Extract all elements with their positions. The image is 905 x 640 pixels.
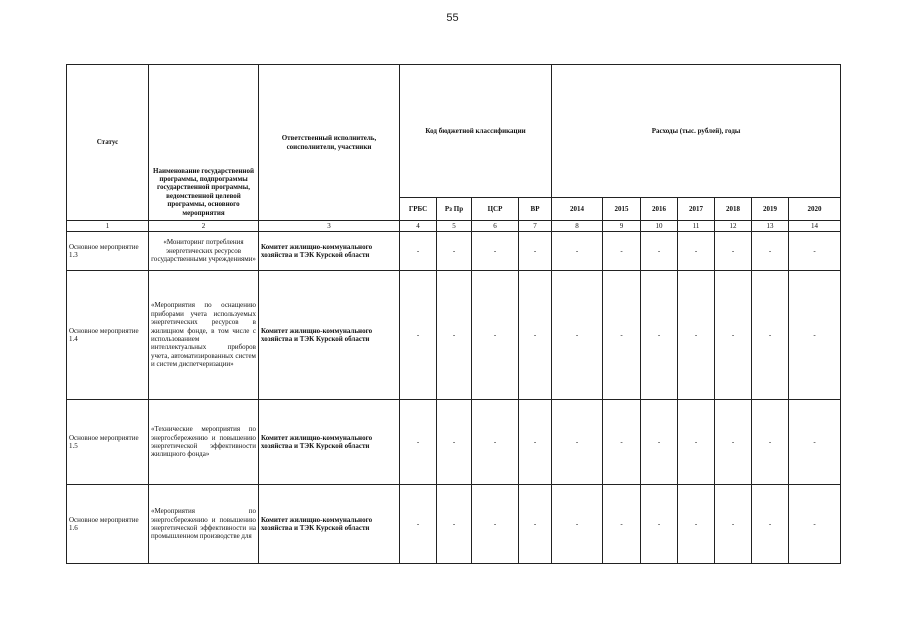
value-cell: - — [400, 271, 437, 400]
value-cell: - — [519, 400, 552, 485]
header-year: 2014 — [552, 198, 603, 221]
value-cell: - — [519, 271, 552, 400]
header-year: 2019 — [752, 198, 789, 221]
header-year: 2017 — [678, 198, 715, 221]
table-row — [67, 271, 841, 400]
value-cell: - — [437, 485, 472, 564]
header-year: 2020 — [789, 198, 841, 221]
value-cell: - — [641, 485, 678, 564]
name-cell: «Мониторинг потребления энергетических ресурсов государственными учреждениями» — [149, 232, 259, 271]
responsible-cell: Комитет жилищно-коммунального хозяйства и ТЭК Курской области — [259, 271, 400, 400]
value-cell: - — [400, 400, 437, 485]
value-cell: - — [603, 485, 641, 564]
header-name: Наименование государственной программы, подпрограммы государственной программы, ведомственной целевой программы, основного мероприятия — [149, 65, 259, 221]
header-budget-code: Код бюджетной классификации — [400, 65, 552, 198]
value-cell: - — [752, 271, 789, 400]
column-number: 11 — [678, 221, 715, 232]
value-cell: - — [789, 400, 841, 485]
value-cell: - — [715, 400, 752, 485]
table-row — [67, 400, 841, 485]
value-cell: - — [437, 271, 472, 400]
table-row — [67, 232, 841, 271]
header-responsible: Ответственный исполнитель, соисполнители, участники — [259, 65, 400, 221]
value-cell: - — [789, 271, 841, 400]
column-number: 6 — [472, 221, 519, 232]
header-rzpr: Рз Пр — [437, 198, 472, 221]
column-number: 10 — [641, 221, 678, 232]
header-vr: ВР — [519, 198, 552, 221]
value-cell: - — [752, 485, 789, 564]
header-csr: ЦСР — [472, 198, 519, 221]
value-cell: - — [678, 271, 715, 400]
column-number: 4 — [400, 221, 437, 232]
column-number: 12 — [715, 221, 752, 232]
responsible-cell: Комитет жилищно-коммунального хозяйства и ТЭК Курской области — [259, 232, 400, 271]
value-cell: - — [752, 232, 789, 271]
value-cell: - — [678, 485, 715, 564]
value-cell: - — [519, 485, 552, 564]
value-cell: - — [603, 232, 641, 271]
header-year: 2015 — [603, 198, 641, 221]
status-cell: Основное мероприятие 1.5 — [67, 400, 149, 485]
responsible-cell: Комитет жилищно-коммунального хозяйства и ТЭК Курской области — [259, 400, 400, 485]
column-number: 2 — [149, 221, 259, 232]
value-cell: - — [552, 485, 603, 564]
header-year: 2018 — [715, 198, 752, 221]
status-cell: Основное мероприятие 1.6 — [67, 485, 149, 564]
name-cell: «Мероприятия по оснащению приборами учета используемых энергетических ресурсов в жилищном фонде, в том числе с использованием интеллектуальных приборов учета, автоматизированных систем и систем диспетчеризации» — [149, 271, 259, 400]
column-number: 1 — [67, 221, 149, 232]
value-cell: - — [400, 232, 437, 271]
column-number: 9 — [603, 221, 641, 232]
column-number: 8 — [552, 221, 603, 232]
value-cell: - — [472, 271, 519, 400]
value-cell: - — [552, 232, 603, 271]
responsible-cell: Комитет жилищно-коммунального хозяйства и ТЭК Курской области — [259, 485, 400, 564]
value-cell: - — [472, 400, 519, 485]
header-grbs: ГРБС — [400, 198, 437, 221]
header-expenses: Расходы (тыс. рублей), годы — [552, 65, 841, 198]
value-cell: - — [519, 232, 552, 271]
value-cell: - — [641, 271, 678, 400]
value-cell: - — [678, 232, 715, 271]
value-cell: - — [437, 400, 472, 485]
value-cell: - — [641, 232, 678, 271]
value-cell: - — [603, 400, 641, 485]
value-cell: - — [789, 232, 841, 271]
status-cell: Основное мероприятие 1.3 — [67, 232, 149, 271]
value-cell: - — [641, 400, 678, 485]
value-cell: - — [437, 232, 472, 271]
column-number: 14 — [789, 221, 841, 232]
value-cell: - — [472, 485, 519, 564]
value-cell: - — [715, 485, 752, 564]
value-cell: - — [400, 485, 437, 564]
value-cell: - — [678, 400, 715, 485]
value-cell: - — [603, 271, 641, 400]
page-number: 55 — [446, 12, 459, 24]
table-row — [67, 485, 841, 564]
column-number: 5 — [437, 221, 472, 232]
header-year: 2016 — [641, 198, 678, 221]
value-cell: - — [715, 271, 752, 400]
value-cell: - — [715, 232, 752, 271]
status-cell: Основное мероприятие 1.4 — [67, 271, 149, 400]
value-cell: - — [552, 271, 603, 400]
header-status: Статус — [67, 65, 149, 221]
name-cell: «Мероприятия по энергосбережению и повышению энергетической эффективности на промышленном производстве для — [149, 485, 259, 564]
column-number: 7 — [519, 221, 552, 232]
value-cell: - — [789, 485, 841, 564]
value-cell: - — [472, 232, 519, 271]
column-number: 3 — [259, 221, 400, 232]
column-number: 13 — [752, 221, 789, 232]
budget-table — [66, 64, 841, 564]
column-number-row — [67, 221, 841, 232]
value-cell: - — [752, 400, 789, 485]
name-cell: «Технические мероприятия по энергосбережению и повышению энергетической эффективности жилищного фонда» — [149, 400, 259, 485]
value-cell: - — [552, 400, 603, 485]
